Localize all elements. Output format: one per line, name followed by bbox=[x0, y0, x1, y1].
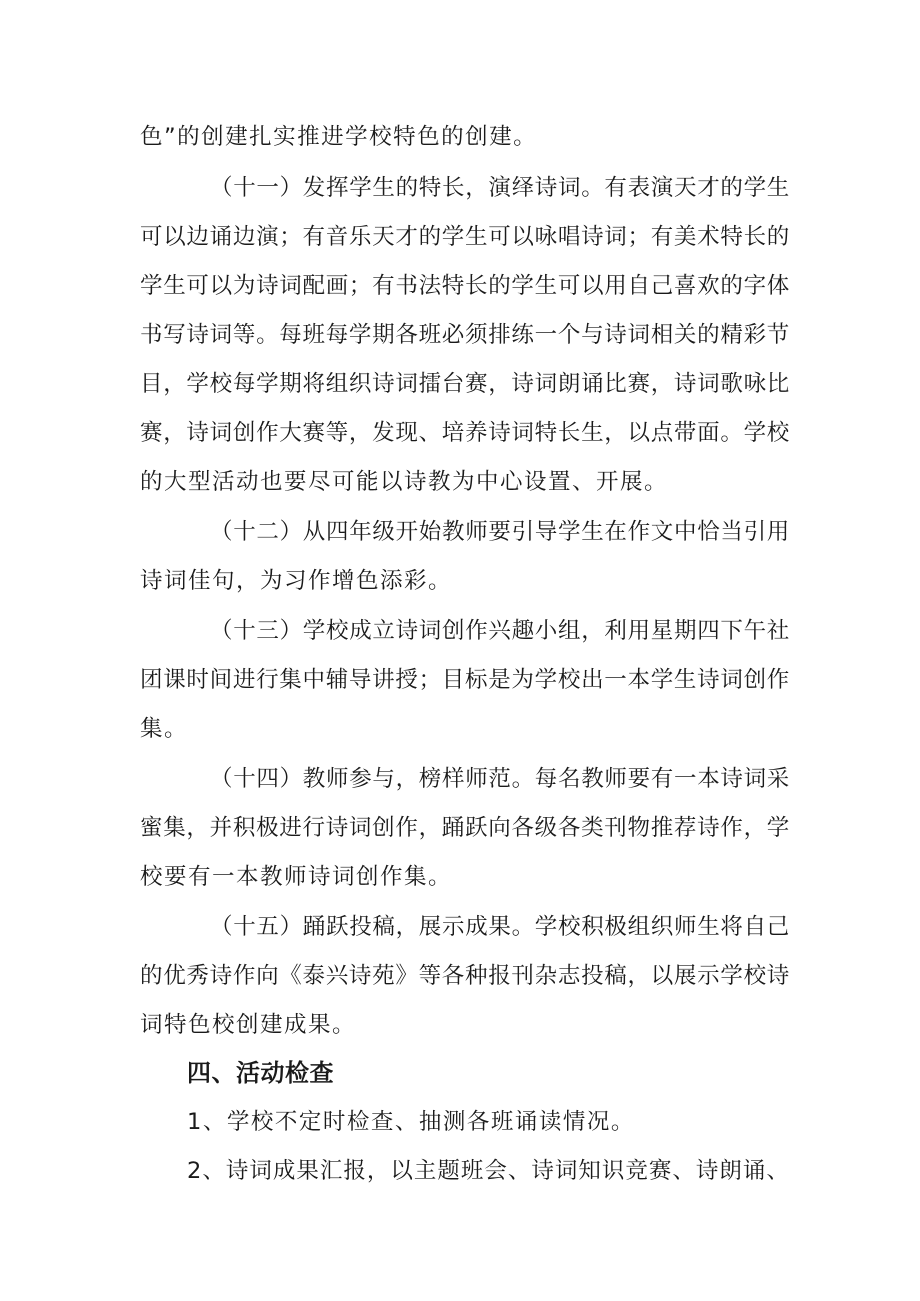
paragraph-line: 词特色校创建成果。 bbox=[140, 1012, 357, 1038]
list-item: 2、诗词成果汇报，以主题班会、诗词知识竞赛、诗朗诵、 bbox=[187, 1158, 790, 1184]
paragraph-line: 学生可以为诗词配画；有书法特长的学生可以用自己喜欢的字体 bbox=[140, 273, 791, 299]
paragraph-line: （十二）从四年级开始教师要引导学生在作文中恰当引用 bbox=[210, 519, 791, 545]
paragraph-line: 团课时间进行集中辅导讲授；目标是为学校出一本学生诗词创作 bbox=[140, 667, 791, 693]
paragraph-line: 可以边诵边演；有音乐天才的学生可以咏唱诗词；有美术特长的 bbox=[140, 224, 791, 250]
paragraph-line: 色”的创建扎实推进学校特色的创建。 bbox=[140, 124, 538, 150]
list-item: 1、学校不定时检查、抽测各班诵读情况。 bbox=[187, 1109, 635, 1135]
paragraph-line: 集。 bbox=[140, 716, 189, 742]
paragraph-line: （十四）教师参与，榜样师范。每名教师要有一本诗词采 bbox=[210, 766, 791, 792]
paragraph-line: （十一）发挥学生的特长，演绎诗词。有表演天才的学生 bbox=[210, 175, 791, 201]
paragraph-line: （十五）踊跃投稿，展示成果。学校积极组织师生将自己 bbox=[210, 914, 791, 940]
paragraph-line: （十三）学校成立诗词创作兴趣小组，利用星期四下午社 bbox=[210, 618, 791, 644]
paragraph-line: 赛，诗词创作大赛等，发现、培养诗词特长生，以点带面。学校 bbox=[140, 420, 791, 446]
section-heading: 四、活动检查 bbox=[187, 1059, 334, 1087]
paragraph-line: 校要有一本教师诗词创作集。 bbox=[140, 864, 453, 890]
paragraph-line: 书写诗词等。每班每学期各班必须排练一个与诗词相关的精彩节 bbox=[140, 322, 791, 348]
paragraph-line: 蜜集，并积极进行诗词创作，踊跃向各级各类刊物推荐诗作，学 bbox=[140, 815, 791, 841]
paragraph-line: 目，学校每学期将组织诗词擂台赛，诗词朗诵比赛，诗词歌咏比 bbox=[140, 371, 791, 397]
paragraph-line: 诗词佳句，为习作增色添彩。 bbox=[140, 568, 453, 594]
paragraph-line: 的优秀诗作向《泰兴诗苑》等各种报刊杂志投稿，以展示学校诗 bbox=[140, 963, 791, 989]
paragraph-line: 的大型活动也要尽可能以诗教为中心设置、开展。 bbox=[140, 469, 669, 495]
